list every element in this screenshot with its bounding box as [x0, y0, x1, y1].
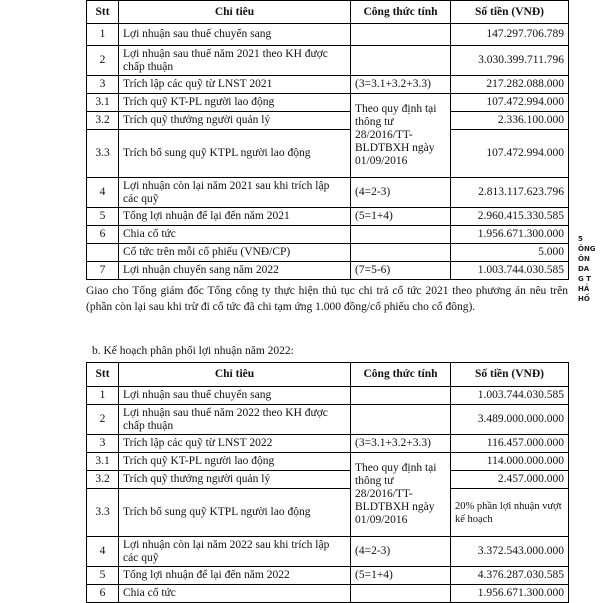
- row-label: Lợi nhuận sau thuế chuyển sang: [119, 24, 351, 46]
- row-stt: 3.1: [87, 94, 119, 112]
- table-row: [87, 178, 569, 208]
- row-label: Trích lập các quỹ từ LNST 2021: [119, 76, 351, 94]
- row-stt: 3.2: [87, 471, 119, 489]
- table-row: [87, 208, 569, 226]
- table-row: [87, 453, 569, 471]
- row-label: Lợi nhuận sau thuế chuyển sang: [119, 387, 351, 405]
- row-stt: 2: [87, 405, 119, 435]
- header-chi-tieu: Chỉ tiêu: [119, 363, 351, 387]
- row-stt: 4: [87, 537, 119, 567]
- row-amount: 114.000.000.000: [451, 453, 569, 471]
- stamp-text: 5: [578, 235, 583, 243]
- table-row: [87, 435, 569, 453]
- header-so-tien: Số tiền (VNĐ): [451, 1, 569, 24]
- profit-distribution-2021-table: [86, 0, 569, 280]
- row-label: Chia cổ tức: [119, 585, 351, 603]
- row-amount: 116.457.000.000: [451, 435, 569, 453]
- stamp-text: ÔN: [578, 255, 590, 263]
- header-chi-tieu: Chỉ tiêu: [119, 1, 351, 24]
- seal-stamp-fragment: [578, 234, 600, 304]
- row-formula: [351, 24, 451, 46]
- row-formula: [351, 387, 451, 405]
- row-stt: 3.2: [87, 112, 119, 130]
- stamp-text: HẢ: [578, 285, 590, 293]
- table-row: [87, 405, 569, 435]
- table-row: [87, 94, 569, 112]
- header-stt: Stt: [87, 1, 119, 24]
- row-amount: 147.297.706.789: [451, 24, 569, 46]
- table-row: [87, 489, 569, 537]
- row-amount: 2.813.117.623.796: [451, 178, 569, 208]
- row-amount: 20% phần lợi nhuận vượt kế hoạch: [451, 489, 569, 537]
- row-label: Trích lập các quỹ từ LNST 2022: [119, 435, 351, 453]
- row-amount: 4.376.287.030.585: [451, 567, 569, 585]
- stamp-text: G T: [578, 275, 591, 283]
- row-stt: 7: [87, 262, 119, 280]
- table-row: [87, 226, 569, 244]
- row-amount: 3.372.543.000.000: [451, 537, 569, 567]
- row-formula: [351, 405, 451, 435]
- row-formula: (3=3.1+3.2+3.3): [351, 76, 451, 94]
- table-row: [87, 24, 569, 46]
- row-amount: 1.003.744.030.585: [451, 387, 569, 405]
- merged-formula-note: Theo quy định tại thông tư 28/2016/TT-BLDTBXH ngày 01/09/2016: [351, 453, 451, 537]
- row-amount: 217.282.088.000: [451, 76, 569, 94]
- table-row: [87, 471, 569, 489]
- row-amount: 1.003.744.030.585: [451, 262, 569, 280]
- row-stt: 4: [87, 178, 119, 208]
- section-b-title: b. Kế hoạch phân phối lợi nhuận năm 2022:: [92, 345, 294, 357]
- row-label: Trích quỹ KT-PL người lao động: [119, 94, 351, 112]
- row-label: Cổ tức trên mỗi cổ phiếu (VNĐ/CP): [119, 244, 351, 262]
- row-formula: (5=1+4): [351, 208, 451, 226]
- row-stt: 2: [87, 46, 119, 76]
- row-label: Trích bổ sung quỹ KTPL người lao động: [119, 489, 351, 537]
- merged-formula-note: Theo quy định tại thông tư 28/2016/TT-BLDTBXH ngày 01/09/2016: [351, 94, 451, 178]
- row-formula: (5=1+4): [351, 567, 451, 585]
- header-so-tien: Số tiền (VNĐ): [451, 363, 569, 387]
- row-label: Tổng lợi nhuận để lại đến năm 2022: [119, 567, 351, 585]
- row-formula: [351, 244, 451, 262]
- row-stt: 6: [87, 226, 119, 244]
- row-label: Lợi nhuận còn lại năm 2021 sau khi trích lập các quỹ: [119, 178, 351, 208]
- table-header-row: [87, 363, 569, 387]
- row-stt: 3: [87, 76, 119, 94]
- table-row: [87, 537, 569, 567]
- row-amount: 2.336.100.000: [451, 112, 569, 130]
- row-amount: 1.956.671.300.000: [451, 226, 569, 244]
- row-amount: 2.960.415.330.585: [451, 208, 569, 226]
- row-stt: 3.3: [87, 130, 119, 178]
- row-amount: 107.472.994.000: [451, 130, 569, 178]
- table-header-row: [87, 1, 569, 24]
- row-formula: [351, 46, 451, 76]
- row-stt: 3.3: [87, 489, 119, 537]
- row-label: Lợi nhuận chuyển sang năm 2022: [119, 262, 351, 280]
- row-label: Lợi nhuận sau thuế năm 2022 theo KH được chấp thuận: [119, 405, 351, 435]
- table-row: [87, 244, 569, 262]
- profit-distribution-2022-table: [86, 362, 569, 603]
- header-cong-thuc: Công thức tính: [351, 363, 451, 387]
- row-formula: (3=3.1+3.2+3.3): [351, 435, 451, 453]
- row-formula: (4=2-3): [351, 537, 451, 567]
- row-stt: [87, 244, 119, 262]
- stamp-text: HỐ: [578, 295, 590, 303]
- row-label: Trích bổ sung quỹ KTPL người lao động: [119, 130, 351, 178]
- row-amount: 1.956.671.300.000: [451, 585, 569, 603]
- row-stt: 3: [87, 435, 119, 453]
- table-row: [87, 567, 569, 585]
- row-stt: 1: [87, 387, 119, 405]
- row-amount: 5.000: [451, 244, 569, 262]
- table-row: [87, 46, 569, 76]
- row-label: Trích quỹ thưởng người quản lý: [119, 112, 351, 130]
- row-formula: (4=2-3): [351, 178, 451, 208]
- table-row: [87, 262, 569, 280]
- table-row: [87, 387, 569, 405]
- dividend-instruction-paragraph: Giao cho Tổng giám đốc Tổng công ty thực hiện thủ tục chi trả cổ tức 2021 theo phương án nêu trên (phần còn lại sau khi trừ đi cổ tức đã chi tạm ứng 1.000 đồng/cổ phiếu cho cổ đông).: [86, 285, 568, 313]
- row-stt: 6: [87, 585, 119, 603]
- row-stt: 5: [87, 208, 119, 226]
- row-label: Trích quỹ KT-PL người lao động: [119, 453, 351, 471]
- table-row: [87, 112, 569, 130]
- row-stt: 1: [87, 24, 119, 46]
- row-amount: 2.457.000.000: [451, 471, 569, 489]
- row-formula: (7=5-6): [351, 262, 451, 280]
- row-amount: 3.489.000.000.000: [451, 405, 569, 435]
- header-stt: Stt: [87, 363, 119, 387]
- stamp-text: DA: [578, 265, 590, 273]
- table-row: [87, 76, 569, 94]
- row-label: Lợi nhuận sau thuế năm 2021 theo KH được chấp thuận: [119, 46, 351, 76]
- row-label: Tổng lợi nhuận để lại đến năm 2021: [119, 208, 351, 226]
- row-stt: 3.1: [87, 453, 119, 471]
- row-label: Chia cổ tức: [119, 226, 351, 244]
- header-cong-thuc: Công thức tính: [351, 1, 451, 24]
- row-label: Lợi nhuận còn lại năm 2022 sau khi trích lập các quỹ: [119, 537, 351, 567]
- row-label: Trích quỹ thưởng người quản lý: [119, 471, 351, 489]
- row-amount: 107.472.994.000: [451, 94, 569, 112]
- row-stt: 5: [87, 567, 119, 585]
- row-formula: [351, 226, 451, 244]
- stamp-text: ÔNG: [578, 245, 596, 253]
- table-row: [87, 130, 569, 178]
- row-amount: 3.030.399.711.796: [451, 46, 569, 76]
